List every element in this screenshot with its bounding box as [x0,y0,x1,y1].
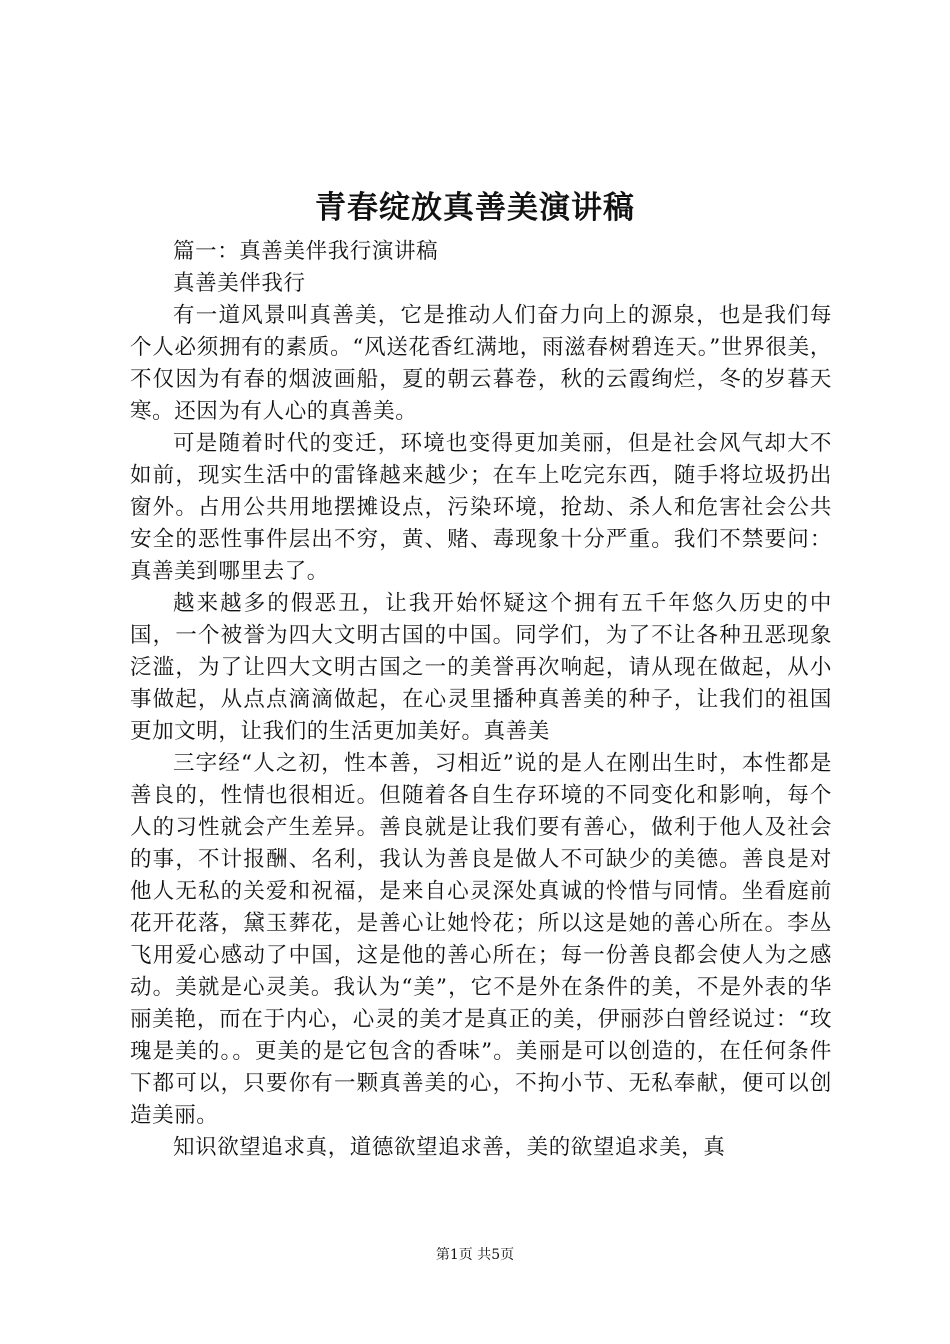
paragraph: 越来越多的假恶丑，让我开始怀疑这个拥有五千年悠久历史的中国，一个被誉为四大文明古国的中国。同学们，为了不让各种丑恶现象泛滥，为了让四大文明古国之一的美誉再次响起，请从现在做起，从小事做起，从点点滴滴做起，在心灵里播种真善美的种子，让我们的祖国更加文明，让我们的生活更加美好。真善美 [130,591,832,744]
paragraph: 三字经“人之初，性本善，习相近”说的是人在刚出生时，本性都是善良的，性情也很相近。但随着各自生存环境的不同变化和影响，每个人的习性就会产生差异。善良就是让我们要有善心，做利于他人及社会的事，不计报酬、名利，我认为善良是做人不可缺少的美德。善良是对他人无私的关爱和祝福，是来自心灵深处真诚的怜惜与同情。坐看庭前花开花落，黛玉葬花，是善心让她怜花；所以这是她的善心所在。李丛飞用爱心感动了中国，这是他的善心所在；每一份善良都会使人为之感动。美就是心灵美。我认为“美”，它不是外在条件的美，不是外表的华丽美艳，而在于内心，心灵的美才是真正的美，伊丽莎白曾经说过：“玫瑰是美的。。更美的是它包含的香味”。美丽是可以创造的，在任何条件下都可以，只要你有一颗真善美的心，不拘小节、无私奉献，便可以创造美丽。 [130,751,832,1128]
page-number-footer: 第1页 共5页 [435,1247,515,1263]
paragraph: 知识欲望追求真，道德欲望追求善，美的欲望追求美，真 [173,1135,726,1160]
paragraph: 可是随着时代的变迁，环境也变得更加美丽，但是社会风气却大不如前，现实生活中的雷锋越来越少；在车上吃完东西，随手将垃圾扔出窗外。占用公共用地摆摊设点，污染环境，抢劫、杀人和危害社会公共安全的恶性事件层出不穷，黄、赌、毒现象十分严重。我们不禁要问：真善美到哪里去了。 [130,431,832,584]
speech-title: 真善美伴我行 [173,271,306,296]
document-body [130,236,832,1164]
section-heading: 篇一：真善美伴我行演讲稿 [173,239,439,264]
document-title: 青春绽放真善美演讲稿 [315,190,635,226]
paragraph: 有一道风景叫真善美，它是推动人们奋力向上的源泉，也是我们每个人必须拥有的素质。“风送花香红满地，雨滋春树碧连天。”世界很美，不仅因为有春的烟波画船，夏的朝云暮卷，秋的云霞绚烂，冬的岁暮天寒。还因为有人心的真善美。 [130,303,832,424]
